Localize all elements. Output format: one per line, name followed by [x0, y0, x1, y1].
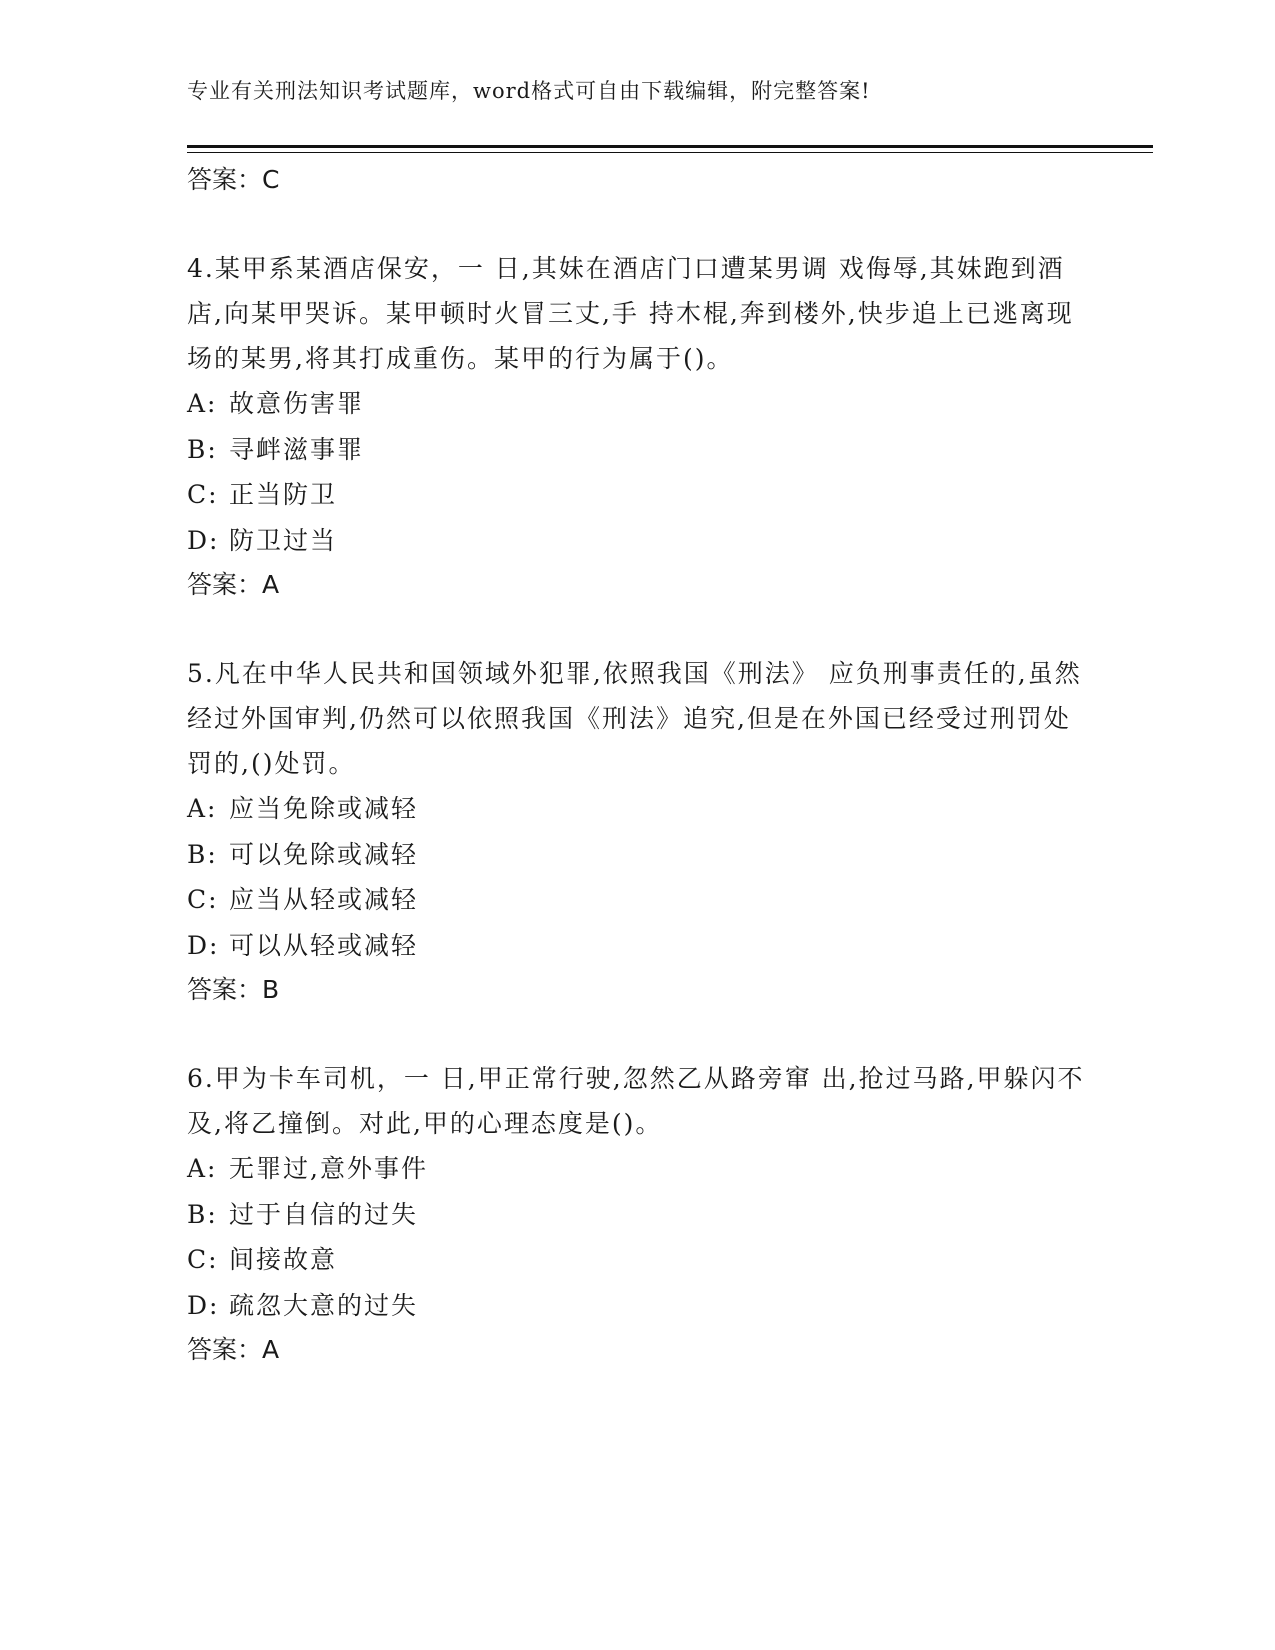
- option-key: D:: [187, 525, 220, 555]
- option-b: [187, 427, 1087, 473]
- option-key: B:: [187, 434, 218, 464]
- option-d: [187, 1283, 1087, 1329]
- question-5: [187, 651, 1087, 1012]
- question-6: [187, 1056, 1087, 1372]
- option-key: C:: [187, 1245, 219, 1274]
- option-key: D:: [187, 1290, 220, 1320]
- question-list: [187, 158, 1087, 1372]
- question-answer: 答案：A: [187, 1335, 280, 1364]
- option-text: 疏忽大意的过失: [229, 1290, 419, 1320]
- option-key: C:: [187, 480, 219, 509]
- header-rule-thin: [187, 152, 1153, 153]
- question-4: [187, 246, 1087, 607]
- option-text: 可以免除或减轻: [229, 839, 419, 869]
- option-text: 故意伤害罪: [229, 389, 365, 418]
- option-text: 寻衅滋事罪: [229, 434, 365, 464]
- option-a: [187, 381, 1087, 427]
- option-text: 防卫过当: [229, 525, 338, 555]
- option-text: 间接故意: [229, 1245, 338, 1274]
- option-text: 正当防卫: [229, 480, 338, 509]
- option-b: [187, 832, 1087, 878]
- option-key: D:: [187, 930, 220, 960]
- option-d: [187, 518, 1087, 564]
- option-b: [187, 1192, 1087, 1238]
- option-key: A:: [187, 389, 218, 418]
- option-key: A:: [187, 1154, 218, 1183]
- option-c: [187, 877, 1087, 923]
- header-rule-thick: [187, 145, 1153, 148]
- question-text: 4.某甲系某酒店保安，一 日,其妹在酒店门口遭某男调 戏侮辱,其妹跑到酒店,向某甲哭诉。某甲顿时火冒三丈,手 持木棍,奔到楼外,快步追上已逃离现场的某男,将其打成重伤。某甲的行为属于()。: [187, 254, 1074, 373]
- question-answer: 答案：B: [187, 975, 280, 1004]
- option-text: 应当免除或减轻: [229, 794, 419, 823]
- option-a: [187, 1146, 1087, 1192]
- page-header: 专业有关刑法知识考试题库，word格式可自由下载编辑，附完整答案!: [187, 79, 871, 103]
- option-c: [187, 1237, 1087, 1283]
- question-text: 5.凡在中华人民共和国领域外犯罪,依照我国《刑法》 应负刑事责任的,虽然经过外国审判,仍然可以依照我国《刑法》追究,但是在外国已经受过刑罚处罚的,()处罚。: [187, 659, 1082, 778]
- option-key: B:: [187, 1199, 218, 1229]
- option-text: 过于自信的过失: [229, 1199, 419, 1229]
- question-text: 6.甲为卡车司机，一 日,甲正常行驶,忽然乙从路旁窜 出,抢过马路,甲躲闪不及,将乙撞倒。对此,甲的心理态度是()。: [187, 1064, 1085, 1138]
- previous-answer: 答案：C: [187, 165, 280, 194]
- option-text: 无罪过,意外事件: [229, 1154, 428, 1183]
- option-d: [187, 923, 1087, 969]
- option-key: B:: [187, 839, 218, 869]
- option-key: C:: [187, 885, 219, 914]
- option-c: [187, 472, 1087, 518]
- question-answer: 答案：A: [187, 570, 280, 599]
- option-text: 应当从轻或减轻: [229, 885, 419, 914]
- option-a: [187, 786, 1087, 832]
- option-text: 可以从轻或减轻: [229, 930, 419, 960]
- option-key: A:: [187, 794, 218, 823]
